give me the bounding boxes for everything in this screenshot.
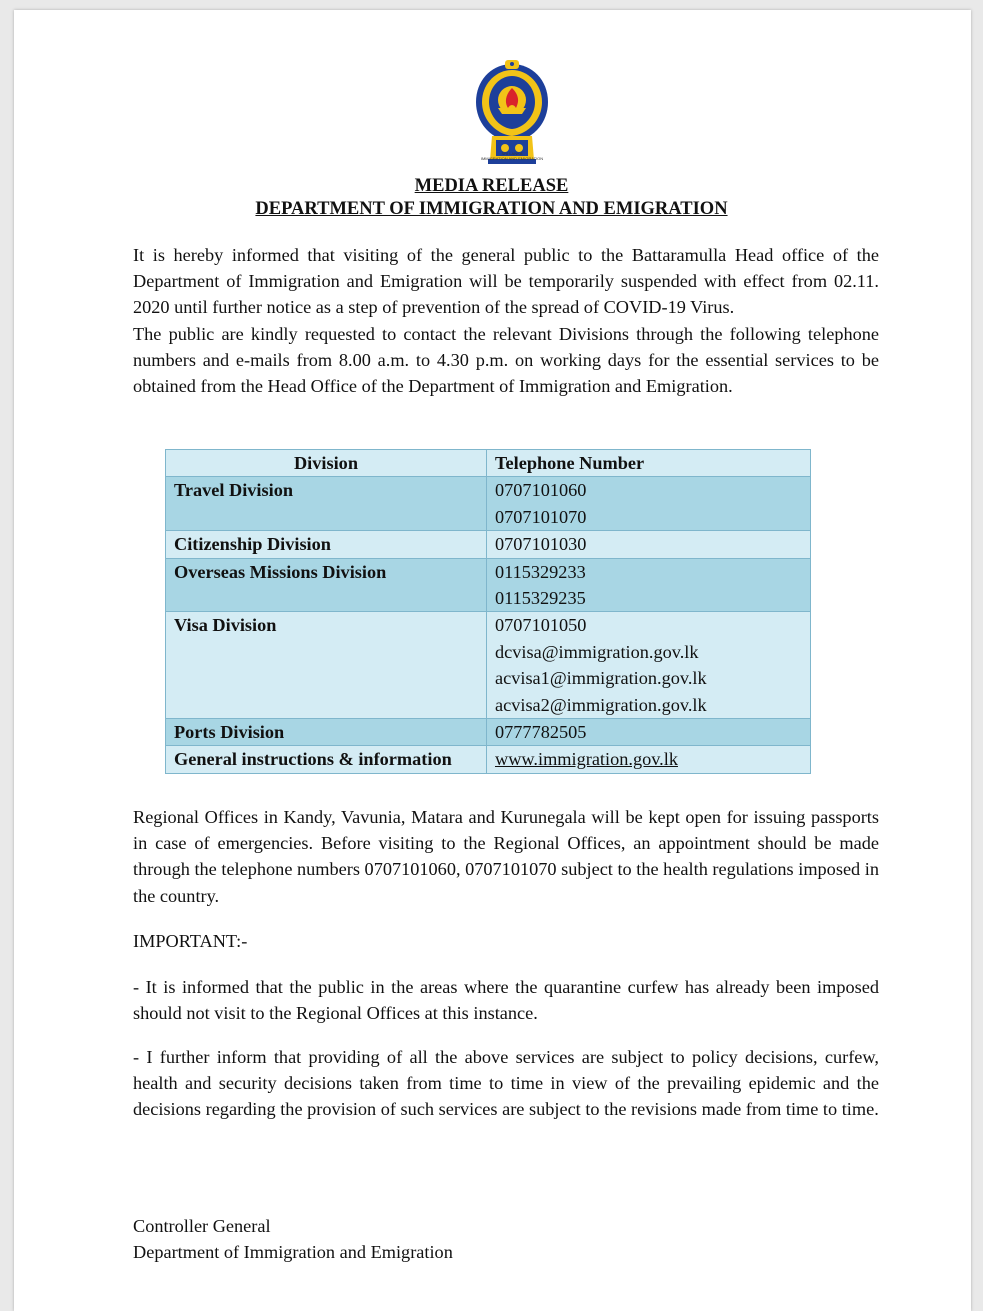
intro-request: The public are kindly requested to contact the relevant Divisions through the following telephone numbers and e-mails from 8.00 a.m. to 4.30 p.m. on working days for the essential services to be obtained from the Head Office of the Department of Immigration and Emigration. [133, 323, 879, 397]
important-point-1: - It is informed that the public in the areas where the quarantine curfew has already been imposed should not visit to the Regional Offices at this instance. [133, 977, 879, 1024]
important-point-2: - I further inform that providing of all the above services are subject to policy decisions, curfew, health and security decisions taken from time to time in view of the prevailing epidemic and the decisions regarding the provision of such services are subject to the revisions made from time to time. [133, 1047, 879, 1120]
division-contacts [487, 719, 811, 746]
division-name: Citizenship Division [166, 531, 487, 558]
table-row [166, 719, 811, 746]
document-page [14, 10, 971, 1311]
division-contacts [487, 558, 811, 612]
division-name: General instructions & information [166, 746, 487, 773]
header-telephone: Telephone Number [487, 450, 811, 477]
table-row [166, 531, 811, 558]
emblem-caption [460, 151, 564, 161]
contact-phone: 0707101030 [495, 534, 587, 555]
table-row [166, 746, 811, 773]
emblem-caption-line2: IMMIGRATION AND EMIGRATION [480, 156, 544, 161]
signature-block [133, 1213, 879, 1265]
contact-phone: 0707101070 [495, 506, 587, 527]
contacts-table [165, 449, 811, 774]
contact-email[interactable]: acvisa2@immigration.gov.lk [495, 694, 707, 715]
intro-paragraph [133, 242, 879, 399]
division-name: Travel Division [166, 477, 487, 531]
emblem-caption-line1: SRI LANKA [501, 151, 523, 156]
header-division: Division [166, 450, 487, 477]
division-name: Overseas Missions Division [166, 558, 487, 612]
division-name: Ports Division [166, 719, 487, 746]
document-subtitle: DEPARTMENT OF IMMIGRATION AND EMIGRATION [255, 199, 728, 219]
division-contacts [487, 746, 811, 773]
contact-email[interactable]: dcvisa@immigration.gov.lk [495, 641, 699, 662]
contact-phone: 0777782505 [495, 722, 587, 743]
table-row [166, 612, 811, 719]
signature-department: Department of Immigration and Emigration [133, 1242, 453, 1263]
contact-phone: 0115329235 [495, 588, 586, 609]
division-contacts [487, 477, 811, 531]
table-row [166, 558, 811, 612]
division-contacts [487, 612, 811, 719]
table-row [166, 477, 811, 531]
regional-offices-paragraph: Regional Offices in Kandy, Vavunia, Matara and Kurunegala will be kept open for issuing passports in case of emergencies. Before visiting to the Regional Offices, an appointment should be made through the telephone numbers 0707101060, 0707101070 subject to the health regulations imposed in the country. [133, 807, 879, 906]
website-link[interactable]: www.immigration.gov.lk [495, 749, 678, 770]
contact-email[interactable]: acvisa1@immigration.gov.lk [495, 668, 707, 689]
contact-phone: 0115329233 [495, 561, 586, 582]
contact-phone: 0707101050 [495, 615, 587, 636]
signature-title: Controller General [133, 1216, 271, 1236]
contact-phone: 0707101060 [495, 480, 587, 501]
intro-text: It is hereby informed that visiting of the general public to the Battaramulla Head office of the Department of Immigration and Emigration will be temporarily suspended with effect from 02.11. 2020 until further notice as a step of prevention of the spread of COVID-19 Virus. [133, 245, 879, 318]
division-name: Visa Division [166, 612, 487, 719]
division-contacts [487, 531, 811, 558]
document-title: MEDIA RELEASE [414, 176, 569, 196]
table-header-row [166, 450, 811, 477]
important-heading: IMPORTANT:- [133, 931, 248, 951]
